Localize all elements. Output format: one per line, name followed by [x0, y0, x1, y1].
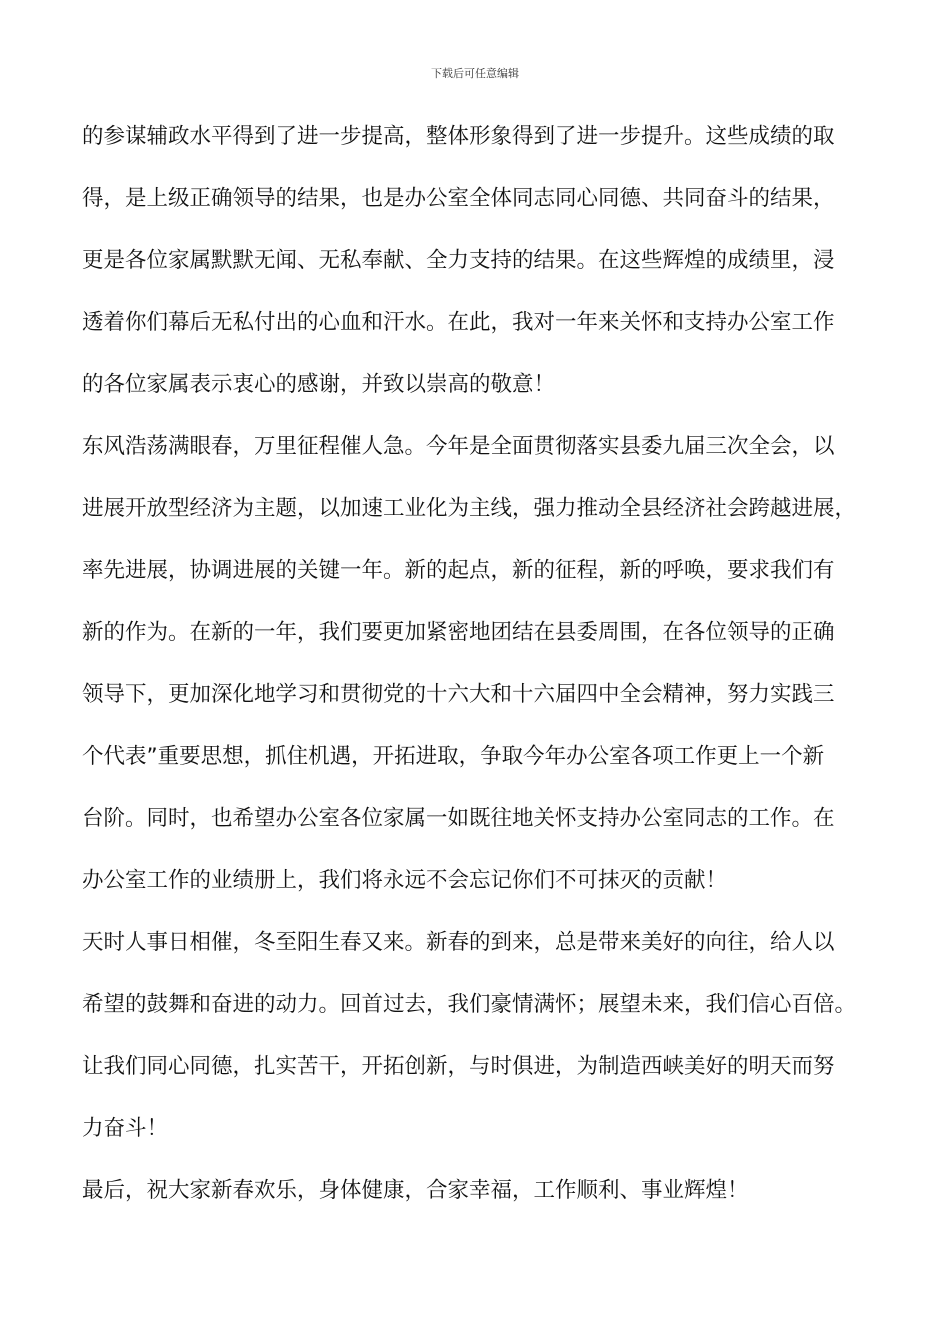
text-line: 进展开放型经济为主题，以加速工业化为主线，强力推动全县经济社会跨越进展， [82, 496, 857, 521]
text-line: 让我们同心同德，扎实苦干，开拓创新，与时俱进，为制造西峡美好的明天而努 [82, 1054, 835, 1079]
text-line: 的各位家属表示衷心的感谢，并致以崇高的敬意！ [82, 372, 556, 397]
text-line: 希望的鼓舞和奋进的动力。回首过去，我们豪情满怀；展望未来，我们信心百倍。 [82, 992, 857, 1017]
text-line: 天时人事日相催，冬至阳生春又来。新春的到来，总是带来美好的向往，给人以 [82, 930, 835, 955]
text-line: 新的作为。在新的一年，我们要更加紧密地团结在县委周围，在各位领导的正确 [82, 620, 835, 645]
body-text [82, 120, 882, 1236]
text-line: 台阶。同时，也希望办公室各位家属一如既往地关怀支持办公室同志的工作。在 [82, 806, 835, 831]
text-line: 率先进展，协调进展的关键一年。新的起点，新的征程，新的呼唤，要求我们有 [82, 558, 835, 583]
text-line: 的参谋辅政水平得到了进一步提高，整体形象得到了进一步提升。这些成绩的取 [82, 124, 835, 149]
text-line: 个代表”重要思想，抓住机遇，开拓进取，争取今年办公室各项工作更上一个新 [82, 744, 825, 769]
text-line: 最后，祝大家新春欢乐，身体健康，合家幸福，工作顺利、事业辉煌！ [82, 1178, 749, 1203]
text-line: 办公室工作的业绩册上，我们将永远不会忘记你们不可抹灭的贡献！ [82, 868, 728, 893]
page-header: 下载后可任意编辑 [431, 67, 519, 80]
text-line: 透着你们幕后无私付出的心血和汗水。在此，我对一年来关怀和支持办公室工作 [82, 310, 835, 335]
text-line: 力奋斗！ [82, 1116, 169, 1141]
text-line: 东风浩荡满眼春，万里征程催人急。今年是全面贯彻落实县委九届三次全会，以 [82, 434, 835, 459]
text-line: 更是各位家属默默无闻、无私奉献、全力支持的结果。在这些辉煌的成绩里，浸 [82, 248, 835, 273]
text-line: 领导下，更加深化地学习和贯彻党的十六大和十六届四中全会精神，努力实践三 [82, 682, 835, 707]
text-line: 得，是上级正确领导的结果，也是办公室全体同志同心同德、共同奋斗的结果， [82, 186, 835, 211]
